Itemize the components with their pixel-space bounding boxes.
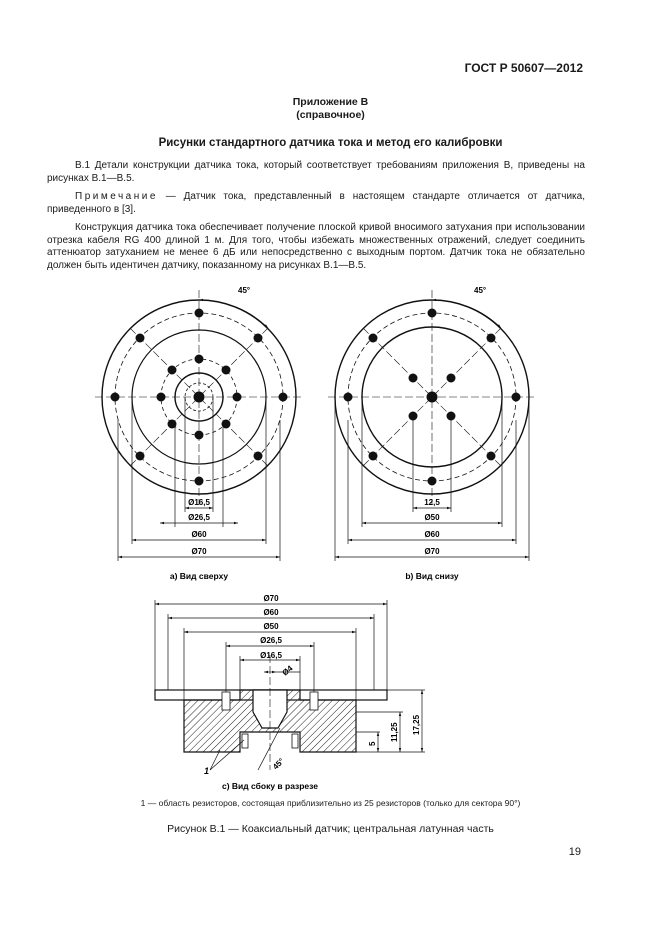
side-dim-26-5: Ø26,5 xyxy=(260,636,282,645)
side-dim-16-5: Ø16,5 xyxy=(260,651,282,660)
figure-note: 1 — область резисторов, состоящая приблизительно из 25 резисторов (только для сектора 90°) xyxy=(140,798,521,808)
page-number: 19 xyxy=(568,846,581,858)
side-dim-50: Ø50 xyxy=(263,622,279,631)
paragraph-3-text: Конструкция датчика тока обеспечивает получение плоской кривой вносимого затухания при использовании отрезка кабеля RG 400 длиной 1 м. Для того, чтобы избежать множественных отражений, следует соединить аттенюатор затуханием не менее 6 дБ или непосредственно с выходным портом. Датчик тока не обязательно должен быть идентичен датчику, показанному на рисунках В.1—В.5. xyxy=(47,222,585,271)
side-angle: 45° xyxy=(271,756,286,772)
figure-caption: Рисунок В.1 — Коаксиальный датчик; центральная латунная часть xyxy=(167,823,494,835)
bottom-view-dim-1: 12,5 xyxy=(424,498,440,507)
bottom-view-dim-3: Ø60 xyxy=(424,530,440,539)
top-view-dim-3: Ø60 xyxy=(191,530,207,539)
note-text: — Датчик тока, представленный в настоящем стандарте отличается от датчика, приведенного в [3]. xyxy=(47,191,585,215)
side-dim-17-25: 17,25 xyxy=(412,714,421,735)
document-code: ГОСТ Р 50607—2012 xyxy=(464,61,583,75)
top-view-dim-2: Ø26,5 xyxy=(188,513,210,522)
bottom-view-angle: 45° xyxy=(474,286,487,295)
appendix-subtitle: (справочное) xyxy=(296,109,365,121)
bottom-view-dim-4: Ø70 xyxy=(424,547,440,556)
side-dim-5: 5 xyxy=(368,741,377,746)
note-label: Примечание xyxy=(75,191,158,202)
bottom-view-caption: b) Вид снизу xyxy=(405,571,459,581)
top-view-dim-4: Ø70 xyxy=(191,547,207,556)
section-title: Рисунки стандартного датчика тока и метод его калибровки xyxy=(158,137,503,149)
top-view-caption: а) Вид сверху xyxy=(169,571,229,581)
side-view-caption: с) Вид сбоку в разрезе xyxy=(221,781,319,791)
side-dim-11-25: 11,25 xyxy=(390,722,399,742)
appendix-title: Приложение В xyxy=(292,96,369,108)
bottom-view-dim-2: Ø50 xyxy=(424,513,440,522)
top-view-angle: 45° xyxy=(238,286,251,295)
top-view-dim-1: Ø16,5 xyxy=(188,498,210,507)
paragraph-1-text: В.1 Детали конструкции датчика тока, который соответствует требованиям приложения В, приведены на рисунках В.1—В.5. xyxy=(47,160,585,184)
side-dim-70: Ø70 xyxy=(263,594,279,603)
side-dim-4: Ø4 xyxy=(280,663,295,678)
side-callout-1: 1 xyxy=(204,766,210,776)
side-dim-60: Ø60 xyxy=(263,608,279,617)
